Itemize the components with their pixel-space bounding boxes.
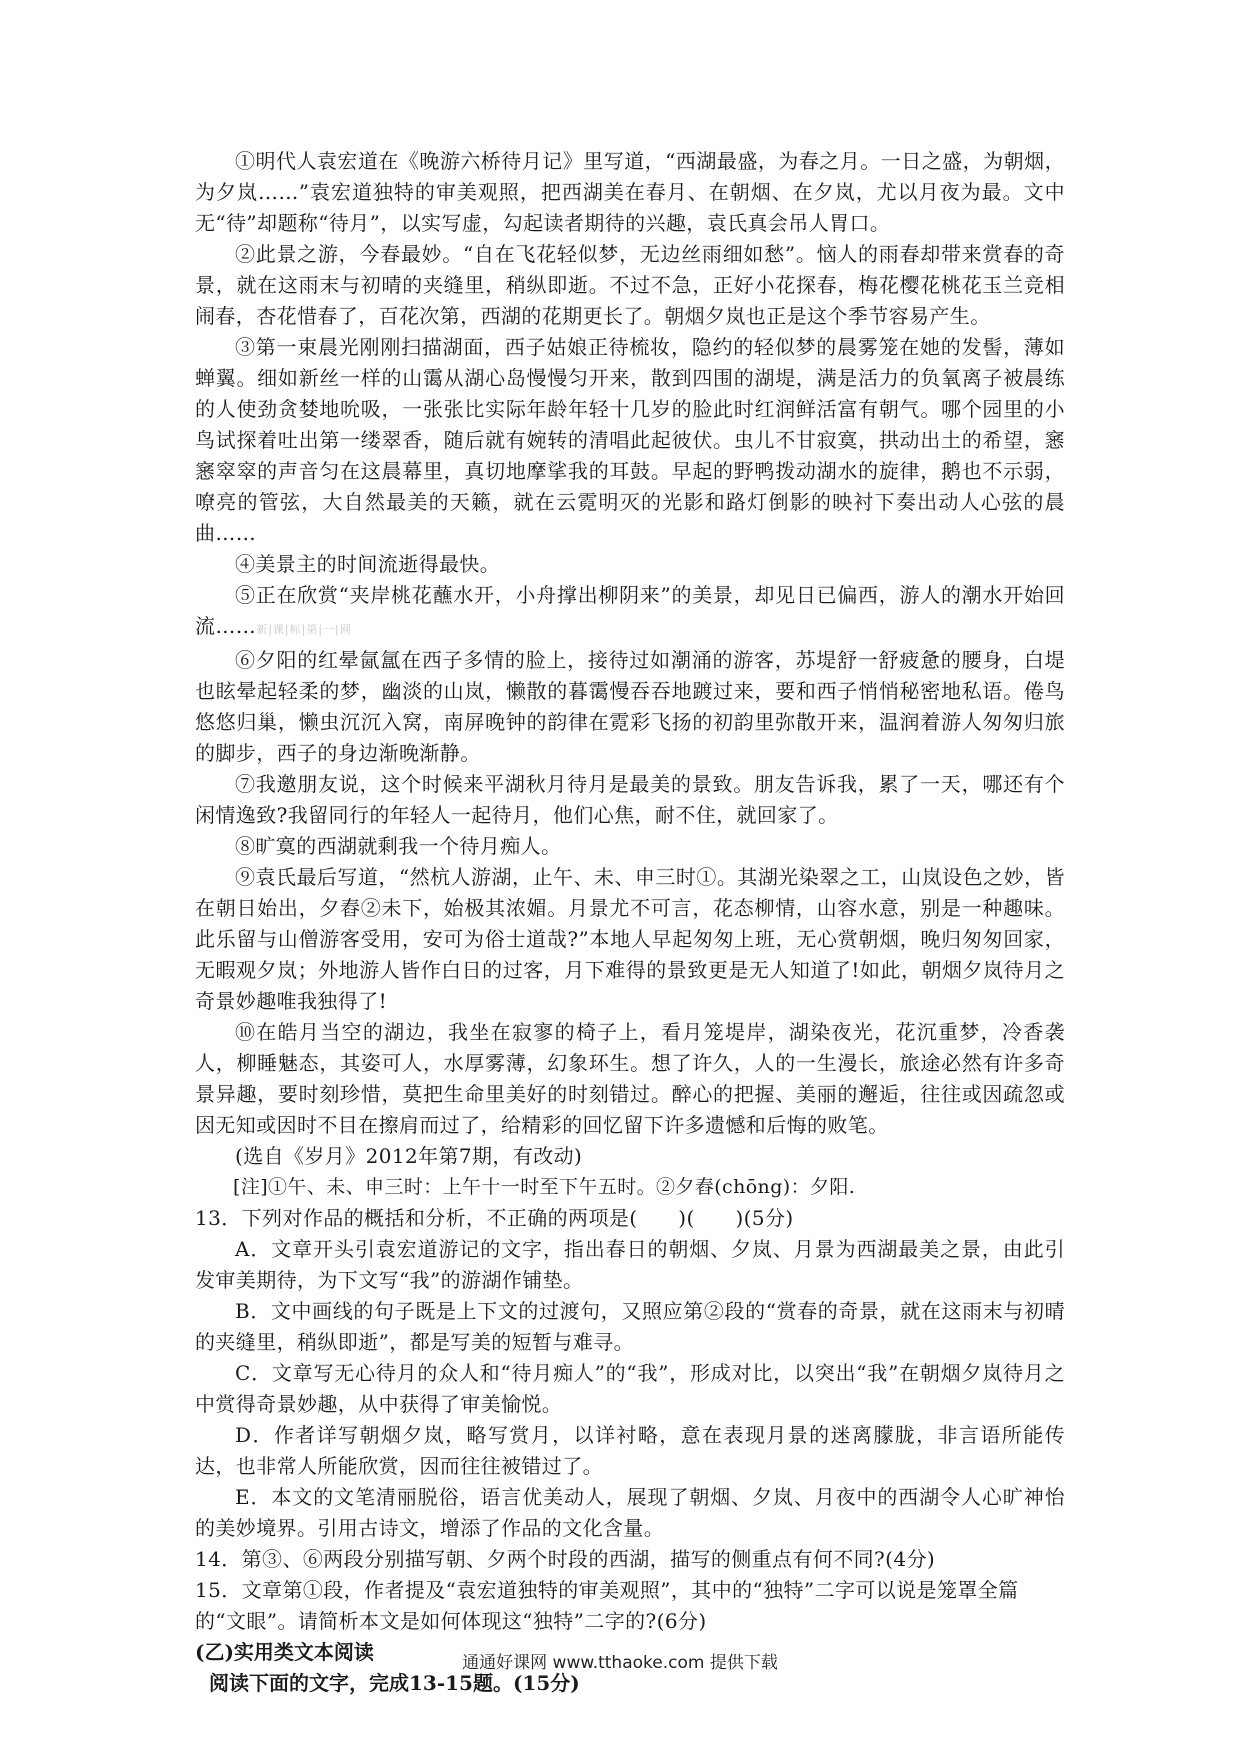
watermark-text: 新|课|标|第|一|网 [256, 623, 352, 636]
paragraph-4: ④美景主的时间流逝得最快。 [235, 552, 501, 576]
paragraph-2: ②此景之游，今春最妙。“自在飞花轻似梦，无边丝雨细如愁”。恼人的雨春却带来赏春的奇景，就在这雨末与初晴的夹缝里，稍纵即逝。不过不急，正好小花探春，梅花樱花桃花玉兰竞相闹春，杏花惜春了，百花次第，西湖的花期更长了。朝烟夕岚也正是这个季节容易产生。 [195, 242, 1065, 328]
document-page [195, 146, 1065, 1699]
question-13-title: 13．下列对作品的概括和分析，不正确的两项是( )( )(5分) [195, 1206, 794, 1230]
question-13-option-d: D．作者详写朝烟夕岚，略写赏月，以详衬略，意在表现月景的迷离朦胧，非言语所能传达，也非常人所能欣赏，因而往往被错过了。 [195, 1423, 1065, 1478]
section-instruction: 阅读下面的文字，完成13-15题。(15分) [209, 1671, 580, 1695]
paragraph-3: ③第一束晨光刚刚扫描湖面，西子姑娘正待梳妆，隐约的轻似梦的晨雾笼在她的发髻，薄如蝉翼。细如新丝一样的山霭从湖心岛慢慢匀开来，散到四围的湖堤，满是活力的负氧离子被晨练的人使劲贪婪地吮吸，一张张比实际年龄年轻十几岁的脸此时红润鲜活富有朝气。哪个园里的小鸟试探着吐出第一缕翠香，随后就有婉转的清唱此起彼伏。虫儿不甘寂寞，拱动出土的希望，窸窸窣窣的声音匀在这晨幕里，真切地摩挲我的耳鼓。早起的野鸭拨动湖水的旋律，鹅也不示弱，嘹亮的管弦，大自然最美的天籁，就在云霓明灭的光影和路灯倒影的映衬下奏出动人心弦的晨曲…… [195, 335, 1065, 545]
paragraph-9: ⑨袁氏最后写道，“然杭人游湖，止午、未、申三时①。其湖光染翠之工，山岚设色之妙，皆在朝日始出，夕舂②未下，始极其浓媚。月景尤不可言，花态柳情，山容水意，别是一种趣味。此乐留与山僧游客受用，安可为俗士道哉?”本地人早起匆匆上班，无心赏朝烟，晚归匆匆回家，无暇观夕岚；外地游人皆作白日的过客，月下难得的景致更是无人知道了!如此，朝烟夕岚待月之奇景妙趣唯我独得了! [195, 865, 1065, 1013]
question-15: 15．文章第①段，作者提及“袁宏道独特的审美观照”，其中的“独特”二字可以说是笼罩全篇的“文眼”。请简析本文是如何体现这“独特”二字的?(6分) [195, 1578, 1019, 1633]
paragraph-6: ⑥夕阳的红晕氤氲在西子多情的脸上，接待过如潮涌的游客，苏堤舒一舒疲惫的腰身，白堤也眩晕起轻柔的梦，幽淡的山岚，懒散的暮霭慢吞吞地踱过来，要和西子悄悄秘密地私语。倦鸟悠悠归巢，懒虫沉沉入窝，南屏晚钟的韵律在霓彩飞扬的初韵里弥散开来，温润着游人匆匆归旅的脚步，西子的身边渐晚渐静。 [195, 648, 1065, 765]
paragraph-10: ⑩在皓月当空的湖边，我坐在寂寥的椅子上，看月笼堤岸，湖染夜光，花沉重梦，冷香袭人，柳睡魅态，其姿可人，水厚雾薄，幻象环生。想了许久，人的一生漫长，旅途必然有许多奇景异趣，要时刻珍惜，莫把生命里美好的时刻错过。醉心的把握、美丽的邂逅，往往或因疏忽或因无知或因时不目在擦肩而过了，给精彩的回忆留下许多遗憾和后悔的败笔。 [195, 1020, 1065, 1137]
question-14: 14．第③、⑥两段分别描写朝、夕两个时段的西湖，描写的侧重点有何不同?(4分) [195, 1547, 936, 1571]
section-title: (乙)实用类文本阅读 [195, 1640, 374, 1664]
paragraph-7: ⑦我邀朋友说，这个时候来平湖秋月待月是最美的景致。朋友告诉我，累了一天，哪还有个闲情逸致?我留同行的年轻人一起待月，他们心焦，耐不住，就回家了。 [195, 772, 1065, 827]
page-footer: 通通好课网 www.tthaoke.com 提供下载 [462, 1653, 778, 1673]
paragraph-5-text: ⑤正在欣赏“夹岸桃花蘸水开，小舟撑出柳阴来”的美景，却见日已偏西，游人的潮水开始回流…… [195, 583, 1065, 638]
question-13-option-b: B．文中画线的句子既是上下文的过渡句，又照应第②段的“赏春的奇景，就在这雨末与初晴的夹缝里，稍纵即逝”，都是写美的短暂与难寻。 [195, 1299, 1065, 1354]
paragraph-8: ⑧旷寞的西湖就剩我一个待月痴人。 [235, 834, 562, 858]
question-13-option-a: A．文章开头引袁宏道游记的文字，指出春日的朝烟、夕岚、月景为西湖最美之景，由此引发审美期待，为下文写“我”的游湖作铺垫。 [195, 1237, 1065, 1292]
annotation-note: [注]①午、未、申三时：上午十一时至下午五时。②夕舂(chōng)：夕阳. [233, 1176, 856, 1198]
source-citation: (选自《岁月》2012年第7期，有改动) [235, 1144, 583, 1168]
paragraph-1: ①明代人袁宏道在《晚游六桥待月记》里写道，“西湖最盛，为春之月。一日之盛，为朝烟，为夕岚……”袁宏道独特的审美观照，把西湖美在春月、在朝烟、在夕岚，尤以月夜为最。文中无“待”却题称“待月”，以实写虚，勾起读者期待的兴趣，袁氏真会吊人胃口。 [195, 149, 1065, 235]
question-13-option-c: C．文章写无心待月的众人和“待月痴人”的“我”，形成对比，以突出“我”在朝烟夕岚待月之中赏得奇景妙趣，从中获得了审美愉悦。 [195, 1361, 1065, 1416]
paragraph-5 [195, 580, 1065, 645]
question-13-option-e: E．本文的文笔清丽脱俗，语言优美动人，展现了朝烟、夕岚、月夜中的西湖令人心旷神怡的美妙境界。引用古诗文，增添了作品的文化含量。 [195, 1485, 1065, 1540]
